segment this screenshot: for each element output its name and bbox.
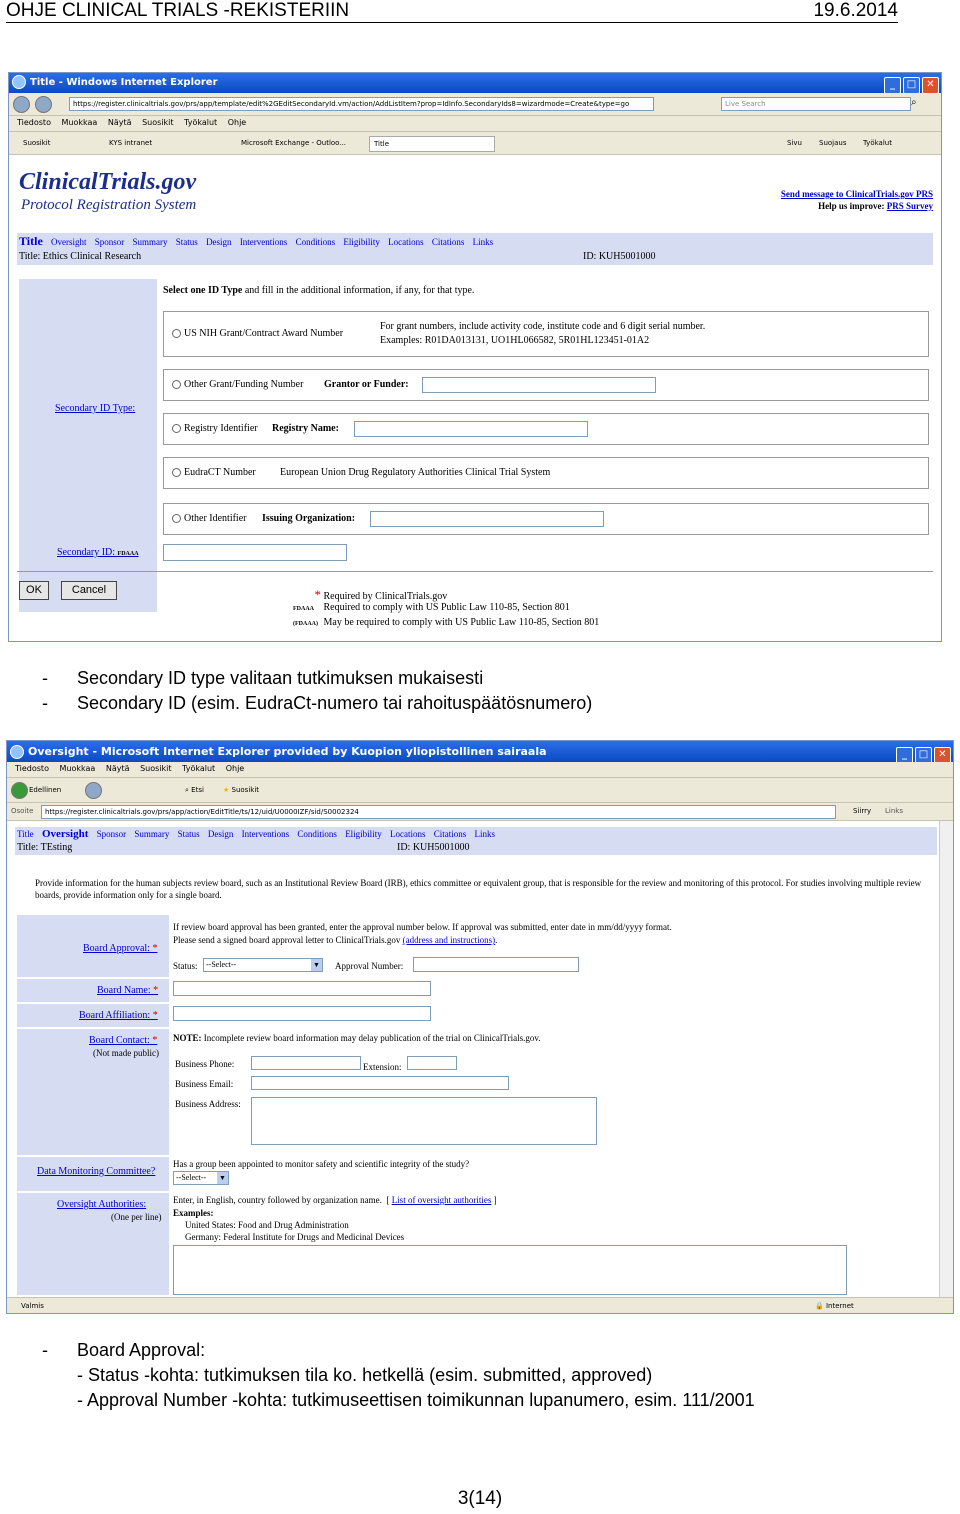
radio-nih[interactable] bbox=[172, 329, 181, 338]
bullet-dash: - bbox=[42, 693, 48, 713]
tab-links[interactable]: Links bbox=[474, 829, 495, 839]
help-prefix: Help us improve: bbox=[818, 201, 885, 211]
tab-oversight[interactable]: Oversight bbox=[51, 237, 87, 247]
security-menu[interactable]: Suojaus bbox=[819, 139, 847, 147]
option-eudract[interactable] bbox=[163, 457, 929, 489]
menu-item-view[interactable]: Näytä bbox=[107, 118, 132, 127]
issuing-org-input[interactable] bbox=[370, 511, 604, 527]
grantor-input[interactable] bbox=[422, 377, 656, 393]
title-info-bar bbox=[15, 841, 937, 855]
other-grant-text: Other Grant/Funding Number bbox=[184, 379, 304, 390]
menu-item-favorites[interactable]: Suosikit bbox=[142, 118, 174, 127]
address-bar[interactable]: https://register.clinicaltrials.gov/prs/app/template/edit%2GEditSecondaryId.vm/action/AddListItem?prop=IdInfo.SecondaryIds8=wizardmode=Create&type=go bbox=[69, 97, 654, 111]
bullet-text: Board Approval: bbox=[77, 1340, 206, 1360]
bullet-subitem bbox=[0, 1388, 960, 1413]
page-menu[interactable]: Sivu bbox=[787, 139, 802, 147]
oversight-help: Enter, in English, country followed by organization name. [ List of oversight authorities ] bbox=[173, 1195, 497, 1205]
note-bold: NOTE: bbox=[173, 1033, 202, 1043]
zone-text: Internet bbox=[825, 1302, 854, 1310]
tab-exchange[interactable]: Microsoft Exchange - Outloo... bbox=[241, 139, 347, 147]
board-contact-label bbox=[89, 1035, 157, 1046]
business-address-input[interactable] bbox=[251, 1097, 597, 1145]
board-approval-text: Board Approval: bbox=[83, 943, 150, 954]
record-title: Title: Ethics Clinical Research bbox=[19, 251, 142, 262]
dmc-select[interactable] bbox=[173, 1171, 229, 1185]
maximize-icon[interactable]: □ bbox=[903, 77, 920, 94]
board-approval-help bbox=[173, 921, 933, 947]
issuing-org-label: Issuing Organization: bbox=[262, 513, 356, 524]
page-number: 3(14) bbox=[457, 1488, 503, 1509]
option-eudract-label bbox=[172, 467, 256, 478]
ie-window-oversight bbox=[6, 740, 954, 1314]
ct-logo-sub: Protocol Registration System bbox=[21, 197, 197, 213]
legend-text-fdaaa-maybe: May be required to comply with US Public Law 110-85, Section 801 bbox=[323, 617, 600, 628]
menu-bar bbox=[9, 116, 941, 132]
record-id: ID: KUH5001000 bbox=[583, 251, 656, 262]
bullet-dash: - bbox=[42, 1340, 48, 1360]
tab-citations[interactable]: Citations bbox=[431, 237, 465, 247]
bullet-text: Secondary ID type valitaan tutkimuksen mukaisesti bbox=[77, 668, 484, 688]
standard-toolbar bbox=[7, 778, 953, 803]
maximize-icon[interactable]: □ bbox=[915, 747, 932, 764]
business-address-label: Business Address: bbox=[175, 1099, 241, 1109]
radio-eudract[interactable] bbox=[172, 468, 181, 477]
menu-item-tools[interactable]: Työkalut bbox=[184, 118, 218, 127]
prs-page bbox=[9, 155, 941, 641]
zone-indicator bbox=[815, 1299, 854, 1313]
tab-interventions[interactable]: Interventions bbox=[239, 237, 288, 247]
option-registry-label bbox=[172, 423, 258, 434]
status-select[interactable] bbox=[203, 958, 323, 972]
tab-status[interactable]: Status bbox=[175, 237, 198, 247]
document-header bbox=[6, 0, 898, 23]
menu-bar bbox=[7, 762, 953, 778]
nih-label-text: US NIH Grant/Contract Award Number bbox=[184, 328, 344, 339]
option-other-identifier[interactable] bbox=[163, 503, 929, 535]
record-title: Title: TEsting bbox=[17, 842, 73, 853]
prs-survey-link[interactable]: PRS Survey bbox=[886, 201, 933, 211]
option-nih-label bbox=[172, 328, 343, 339]
menu-item-edit[interactable]: Muokkaa bbox=[61, 118, 98, 127]
favorites-button[interactable]: Suosikit bbox=[23, 139, 51, 147]
extension-input[interactable] bbox=[407, 1056, 457, 1070]
approval-number-input[interactable] bbox=[413, 957, 579, 972]
bullet-text: Secondary ID (esim. EudraCt-numero tai rahoituspäätösnumero) bbox=[77, 693, 593, 713]
other-identifier-text: Other Identifier bbox=[184, 513, 247, 524]
tab-design[interactable]: Design bbox=[206, 237, 232, 247]
ie-icon bbox=[10, 745, 24, 759]
grantor-label: Grantor or Funder: bbox=[324, 379, 409, 390]
business-email-input[interactable] bbox=[251, 1076, 509, 1090]
nih-desc2: Examples: R01DA013131, UO1HL066582, 5R01HL123451-01A2 bbox=[380, 335, 650, 346]
tab-eligibility[interactable]: Eligibility bbox=[345, 829, 382, 839]
approval-number-label: Approval Number: bbox=[335, 961, 404, 971]
chevron-down-icon: ▼ bbox=[311, 959, 322, 971]
bullet-list-2 bbox=[0, 1338, 960, 1418]
back-icon[interactable] bbox=[11, 782, 28, 799]
bullet-item bbox=[0, 666, 960, 691]
window-title: Title - Windows Internet Explorer bbox=[30, 77, 218, 88]
board-affiliation-input[interactable] bbox=[173, 1006, 431, 1021]
tools-menu[interactable]: Työkalut bbox=[863, 139, 892, 147]
divider bbox=[17, 571, 933, 572]
legend-text-fdaaa: Required to comply with US Public Law 110-85, Section 801 bbox=[323, 602, 570, 613]
search-icon: ⌕ bbox=[185, 786, 189, 794]
live-search-input[interactable]: Live Search bbox=[721, 97, 911, 111]
prs-page bbox=[7, 821, 939, 1297]
eudract-desc: European Union Drug Regulatory Authorities Clinical Trial System bbox=[280, 467, 551, 478]
bullet-subitem bbox=[0, 1363, 960, 1388]
favorite-kys-intranet[interactable]: KYS intranet bbox=[109, 139, 153, 147]
row-separator bbox=[17, 1027, 939, 1029]
tab-title[interactable]: Title bbox=[369, 136, 495, 152]
status-value: --Select-- bbox=[206, 960, 237, 969]
menu-item-favorites[interactable]: Suosikit bbox=[140, 764, 172, 773]
tab-conditions[interactable]: Conditions bbox=[295, 237, 336, 247]
legend-text-required: Required by ClinicalTrials.gov bbox=[323, 591, 448, 602]
eudract-text: EudraCT Number bbox=[184, 467, 256, 478]
address-bar[interactable]: https://register.clinicaltrials.gov/prs/app/action/EditTitle/ts/12/uid/U0000IZF/sid/S0002324 bbox=[41, 805, 836, 819]
address-instructions-link[interactable]: (address and instructions) bbox=[402, 935, 496, 945]
instruction bbox=[163, 285, 474, 296]
links-button[interactable]: Links bbox=[885, 807, 903, 815]
menu-item-view[interactable]: Näytä bbox=[105, 764, 130, 773]
option-other-identifier-label bbox=[172, 513, 246, 524]
tab-conditions[interactable]: Conditions bbox=[297, 829, 337, 839]
tab-design[interactable]: Design bbox=[207, 829, 234, 839]
board-affiliation-label bbox=[79, 1010, 158, 1021]
help-line bbox=[818, 201, 933, 211]
example-1: United States: Food and Drug Administration bbox=[185, 1220, 349, 1230]
board-affiliation-text: Board Affiliation: bbox=[79, 1010, 151, 1021]
search-button[interactable] bbox=[185, 783, 204, 797]
tab-sponsor[interactable]: Sponsor bbox=[96, 829, 127, 839]
status-text: Valmis bbox=[21, 1302, 44, 1310]
minimize-icon[interactable]: _ bbox=[884, 77, 901, 94]
required-mark: * bbox=[150, 985, 159, 996]
registry-name-input[interactable] bbox=[354, 421, 588, 437]
legend-row-required bbox=[293, 587, 599, 602]
window-title: Oversight - Microsoft Internet Explorer provided by Kuopion yliopistollinen sairaala bbox=[28, 745, 547, 758]
dmc-question: Has a group been appointed to monitor safety and scientific integrity of the study? bbox=[173, 1159, 470, 1169]
radio-other-identifier[interactable] bbox=[172, 514, 181, 523]
tab-locations[interactable]: Locations bbox=[388, 237, 424, 247]
registry-name-label: Registry Name: bbox=[272, 423, 339, 434]
record-id: ID: KUH5001000 bbox=[397, 842, 470, 853]
ie-icon bbox=[12, 75, 26, 89]
tab-title[interactable]: Title bbox=[19, 234, 43, 248]
row-separator bbox=[17, 1002, 939, 1004]
row-separator bbox=[17, 977, 939, 979]
extension-label: Extension: bbox=[363, 1062, 402, 1072]
required-mark: * bbox=[149, 943, 158, 954]
example-2: Germany: Federal Institute for Drugs and Medicinal Devices bbox=[185, 1232, 405, 1242]
chevron-down-icon: ▼ bbox=[217, 1172, 228, 1184]
oversight-sub: (One per line) bbox=[111, 1212, 162, 1222]
registry-text: Registry Identifier bbox=[184, 423, 258, 434]
minimize-icon[interactable]: _ bbox=[896, 747, 913, 764]
oversight-authorities-input[interactable] bbox=[173, 1245, 847, 1295]
ie-window-secondary-id bbox=[8, 72, 942, 642]
close-icon[interactable]: ✕ bbox=[922, 77, 939, 94]
window-titlebar bbox=[9, 73, 941, 93]
nav-bar bbox=[15, 827, 937, 841]
dmc-value: --Select-- bbox=[176, 1173, 207, 1182]
bullet-subtext: - Status -kohta: tutkimuksen tila ko. hetkellä (esim. submitted, approved) bbox=[77, 1365, 653, 1385]
address-label: Osoite bbox=[11, 807, 34, 815]
go-button[interactable]: Siirry bbox=[853, 807, 872, 815]
note-text: Incomplete review board information may delay publication of the trial on ClinicalTrials.gov. bbox=[203, 1033, 541, 1043]
back-icon[interactable] bbox=[13, 96, 30, 113]
window-titlebar bbox=[7, 741, 953, 762]
board-name-label bbox=[97, 985, 158, 996]
option-nih-grant[interactable] bbox=[163, 311, 929, 357]
secondary-id-label bbox=[57, 547, 139, 558]
vertical-scrollbar[interactable] bbox=[939, 821, 954, 1297]
favorites-button[interactable] bbox=[223, 783, 259, 797]
menu-item-file[interactable]: Tiedosto bbox=[15, 764, 49, 773]
note-line bbox=[173, 1033, 541, 1043]
back-button[interactable]: Edellinen bbox=[29, 786, 62, 794]
menu-item-help[interactable]: Ohje bbox=[227, 118, 247, 127]
favorites-bar bbox=[9, 132, 941, 155]
forward-icon[interactable] bbox=[85, 782, 102, 799]
row-separator bbox=[17, 1155, 939, 1157]
dmc-label: Data Monitoring Committee? bbox=[37, 1166, 156, 1177]
bullet-list-1 bbox=[0, 666, 960, 718]
secondary-id-text: Secondary ID: bbox=[57, 547, 116, 558]
ok-button[interactable]: OK bbox=[19, 581, 49, 600]
secondary-id-type-label: Secondary ID Type: bbox=[55, 403, 136, 414]
board-approval-help-2-text: Please send a signed board approval letter to ClinicalTrials.gov bbox=[173, 935, 401, 945]
business-email-label: Business Email: bbox=[175, 1079, 234, 1089]
forward-icon[interactable] bbox=[35, 96, 52, 113]
ct-logo: ClinicalTrials.gov bbox=[19, 169, 197, 195]
bullet-item bbox=[0, 691, 960, 716]
star-icon: ★ bbox=[223, 786, 230, 794]
board-name-text: Board Name: bbox=[97, 985, 151, 996]
legend bbox=[293, 587, 599, 632]
oversight-text: Enter, in English, country followed by organization name. bbox=[173, 1195, 382, 1205]
address-toolbar bbox=[9, 93, 941, 116]
favorites-label: Suosikit bbox=[231, 786, 260, 794]
option-other-grant-label bbox=[172, 379, 303, 390]
legend-mark-fdaaa: FDAAA bbox=[293, 606, 314, 612]
tab-status[interactable]: Status bbox=[177, 829, 200, 839]
nih-desc1: For grant numbers, include activity code, institute code and 6 digit serial number. bbox=[380, 321, 706, 332]
tab-links[interactable]: Links bbox=[472, 237, 494, 247]
required-mark: * bbox=[150, 1010, 158, 1021]
tab-sponsor[interactable]: Sponsor bbox=[94, 237, 125, 247]
menu-item-file[interactable]: Tiedosto bbox=[17, 118, 51, 127]
fdaaa-mark: FDAAA bbox=[117, 551, 139, 557]
instruction-bold: Select one ID Type bbox=[163, 285, 243, 296]
close-icon[interactable]: ✕ bbox=[934, 747, 951, 764]
examples-label: Examples: bbox=[173, 1208, 214, 1218]
board-approval-help-1: If review board approval has been granted, enter the approval number below. If approval was submitted, enter date in mm/dd/yyyy format. bbox=[173, 922, 672, 932]
board-approval-label bbox=[83, 943, 157, 954]
tab-summary[interactable]: Summary bbox=[134, 829, 170, 839]
intro-text: Provide information for the human subjects review board, such as an Institutional Review Board (IRB), ethics committee or equivalent group, that is responsible for the review and monitoring of this protocol. For studies involving multiple review boards, provide information only for a single board. bbox=[35, 878, 922, 900]
legend-row-fdaaa-maybe bbox=[293, 617, 599, 632]
business-phone-input[interactable] bbox=[251, 1056, 361, 1070]
bullet-dash: - bbox=[42, 668, 48, 688]
tab-interventions[interactable]: Interventions bbox=[241, 829, 290, 839]
title-info-bar bbox=[17, 249, 933, 265]
label-column bbox=[17, 915, 169, 1295]
send-message-link[interactable]: Send message to ClinicalTrials.gov PRS bbox=[780, 189, 933, 199]
status-label: Status: bbox=[173, 961, 198, 971]
board-approval-help-2: Please send a signed board approval letter to ClinicalTrials.gov (address and instructions). bbox=[173, 935, 498, 945]
board-contact-sub: (Not made public) bbox=[93, 1048, 159, 1058]
row-separator bbox=[17, 1191, 939, 1193]
tab-citations[interactable]: Citations bbox=[433, 829, 467, 839]
tab-title[interactable]: Title bbox=[17, 829, 34, 839]
required-mark: * bbox=[149, 1035, 158, 1046]
label-column bbox=[19, 279, 157, 612]
tab-eligibility[interactable]: Eligibility bbox=[343, 237, 380, 247]
menu-item-tools[interactable]: Työkalut bbox=[182, 764, 216, 773]
menu-item-edit[interactable]: Muokkaa bbox=[59, 764, 96, 773]
bullet-subtext: - Approval Number -kohta: tutkimuseettisen toimikunnan lupanumero, esim. 111/2001 bbox=[77, 1390, 755, 1410]
board-contact-text: Board Contact: bbox=[89, 1035, 150, 1046]
search-label: Etsi bbox=[191, 786, 204, 794]
document-date: 19.6.2014 bbox=[813, 0, 898, 21]
radio-other-grant[interactable] bbox=[172, 380, 181, 389]
nav-bar bbox=[17, 233, 933, 249]
legend-mark-fdaaa-maybe: (FDAAA) bbox=[293, 621, 318, 627]
lock-icon: 🔒 bbox=[815, 1302, 824, 1310]
legend-mark-required: * bbox=[314, 587, 321, 602]
search-icon[interactable]: ⌕ bbox=[911, 97, 917, 108]
business-phone-label: Business Phone: bbox=[175, 1059, 235, 1069]
secondary-id-input[interactable] bbox=[163, 544, 347, 561]
cancel-button[interactable]: Cancel bbox=[61, 581, 117, 600]
menu-item-help[interactable]: Ohje bbox=[225, 764, 245, 773]
tab-locations[interactable]: Locations bbox=[389, 829, 426, 839]
address-toolbar bbox=[7, 803, 953, 821]
oversight-authorities-link[interactable]: List of oversight authorities bbox=[391, 1195, 492, 1205]
tab-oversight[interactable]: Oversight bbox=[41, 828, 89, 840]
board-name-input[interactable] bbox=[173, 981, 431, 996]
status-bar bbox=[7, 1297, 953, 1314]
option-other-grant[interactable] bbox=[163, 369, 929, 401]
option-registry[interactable] bbox=[163, 413, 929, 445]
tab-summary[interactable]: Summary bbox=[132, 237, 168, 247]
oversight-authorities-label: Oversight Authorities: bbox=[57, 1199, 147, 1210]
document-title: OHJE CLINICAL TRIALS -REKISTERIIN bbox=[6, 0, 350, 21]
instruction-rest: and fill in the additional information, if any, for that type. bbox=[244, 285, 475, 296]
bullet-item bbox=[0, 1338, 960, 1363]
radio-registry[interactable] bbox=[172, 424, 181, 433]
legend-row-fdaaa bbox=[293, 602, 599, 617]
